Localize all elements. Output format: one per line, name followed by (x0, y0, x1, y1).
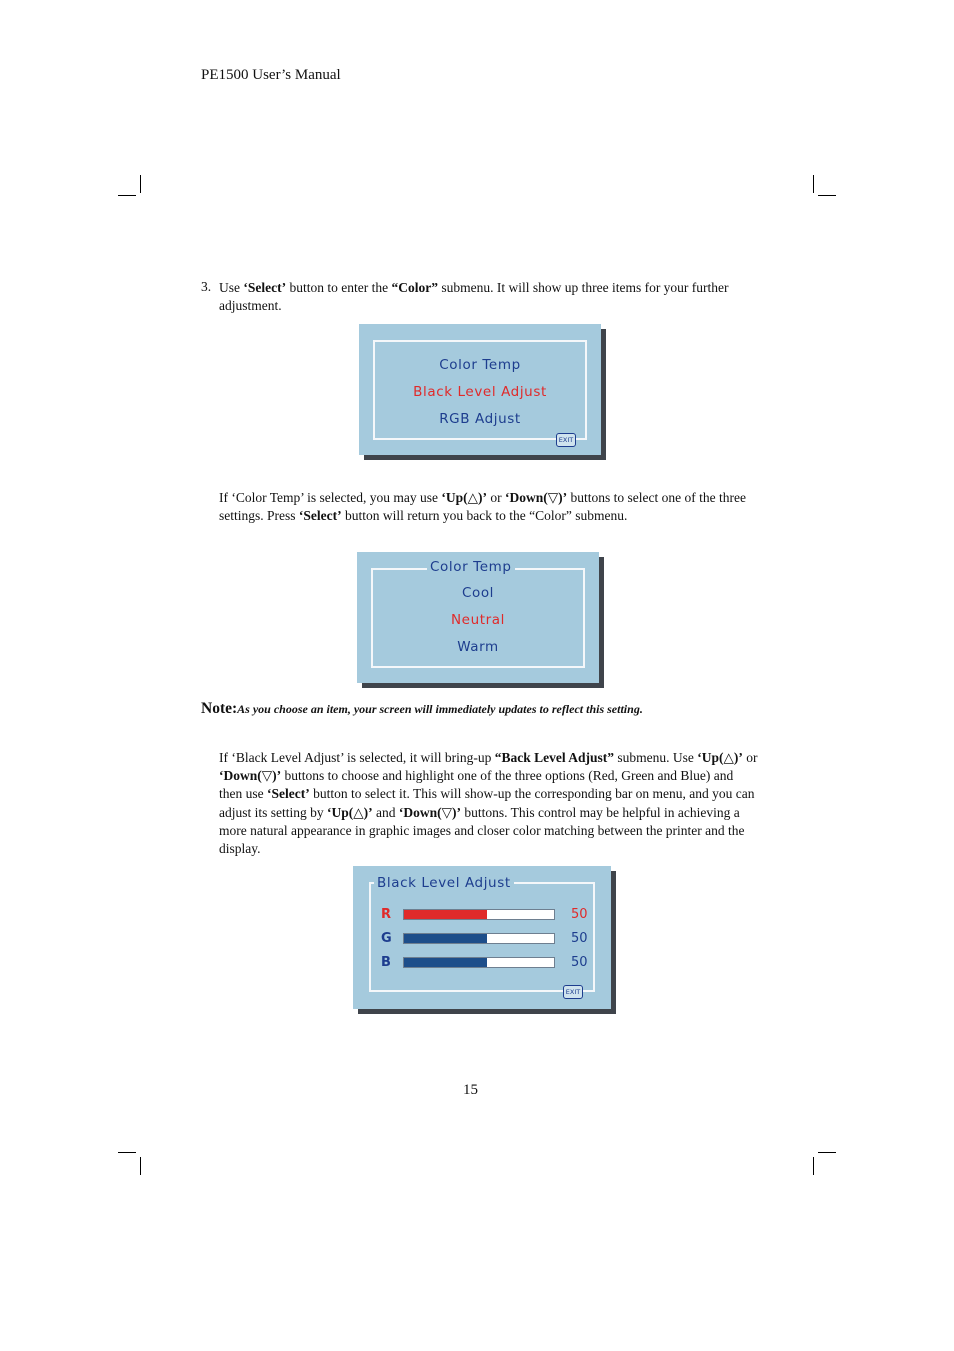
step-3-paragraph: Use ‘Select’ button to enter the “Color” submenu. It will show up three items for your further adjustment. (219, 280, 729, 314)
value-green: 50 (571, 931, 588, 946)
submenu-title: Color Temp (427, 559, 515, 575)
note-label: Note: (201, 700, 238, 717)
slider-track-red[interactable] (403, 909, 555, 920)
menu-item-black-level-adjust[interactable]: Black Level Adjust (413, 384, 547, 400)
exit-icon[interactable]: EXIT (563, 985, 583, 999)
option-neutral[interactable]: Neutral (450, 612, 506, 628)
slider-row-red[interactable] (353, 907, 593, 921)
color-temp-paragraph: If ‘Color Temp’ is selected, you may use ‘Up(△)’ or ‘Down(▽)’ buttons to select one of the three settings. Press ‘Select’ button will return you back to the “Color” submenu. (219, 490, 746, 524)
slider-track-green[interactable] (403, 933, 555, 944)
slider-fill-green (404, 934, 487, 943)
submenu-title: Black Level Adjust (374, 875, 514, 891)
option-cool[interactable]: Cool (461, 585, 495, 601)
menu-item-color-temp[interactable]: Color Temp (439, 357, 521, 373)
value-blue: 50 (571, 955, 588, 970)
slider-track-blue[interactable] (403, 957, 555, 968)
channel-label-green: G (381, 931, 392, 946)
note (201, 700, 643, 718)
slider-fill-blue (404, 958, 487, 967)
channel-label-blue: B (381, 955, 391, 970)
slider-row-blue[interactable] (353, 955, 593, 969)
page-number: 15 (463, 1082, 478, 1098)
menu-item-rgb-adjust[interactable]: RGB Adjust (439, 411, 521, 427)
value-red: 50 (571, 907, 588, 922)
channel-label-red: R (381, 907, 392, 922)
black-level-paragraph: If ‘Black Level Adjust’ is selected, it will bring-up “Back Level Adjust” submenu. Use ‘Up(△)’ or ‘Down(▽)’ buttons to choose and highlight one of the three options (Red, Green and Blue) and then use ‘Select’ button to select it. This will show-up the corresponding bar on menu, and you can adjust its setting by ‘Up(△)’ and ‘Down(▽)’ buttons. This control may be helpful in achieving a more natural appearance in graphic images and closer color matching between the printer and the display. (219, 750, 758, 857)
note-text: As you choose an item, your screen will immediately updates to reflect this setting. (237, 702, 643, 716)
step-number: 3. (201, 279, 212, 294)
manual-title: PE1500 User’s Manual (201, 67, 341, 83)
exit-icon[interactable]: EXIT (556, 433, 576, 447)
slider-row-green[interactable] (353, 931, 593, 945)
slider-fill-red (404, 910, 487, 919)
option-warm[interactable]: Warm (457, 639, 499, 655)
